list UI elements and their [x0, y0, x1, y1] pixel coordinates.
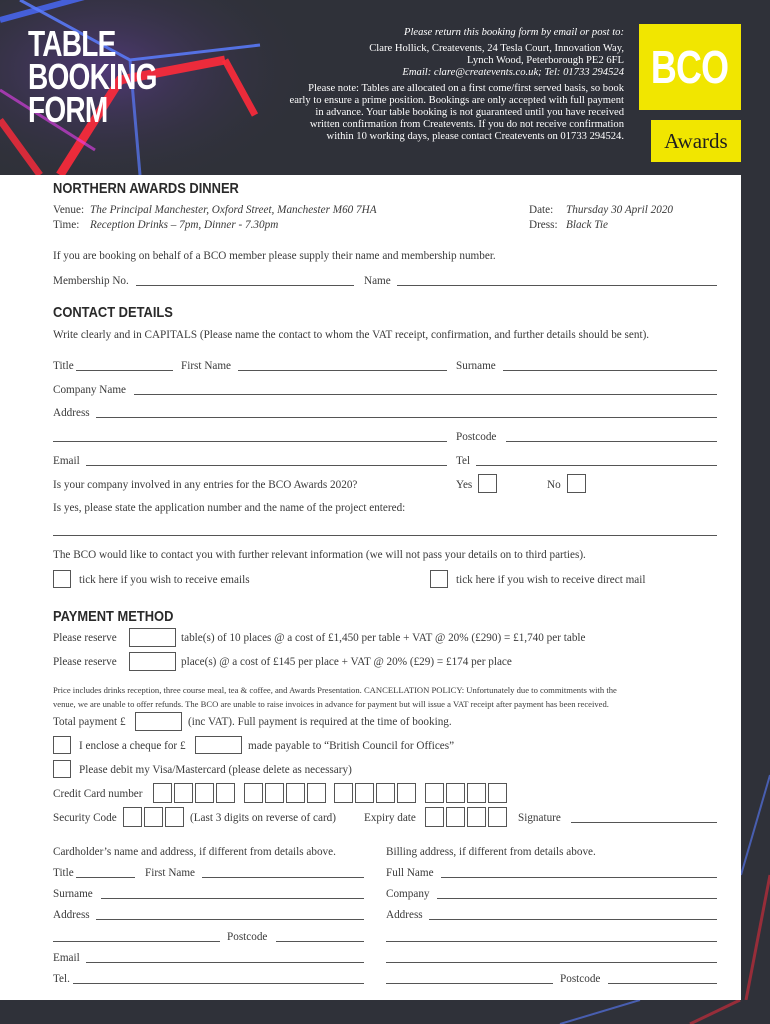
- cheque-checkbox[interactable]: [53, 736, 71, 754]
- card-digit-box[interactable]: [488, 783, 507, 803]
- billing-address-line-2-field[interactable]: [386, 941, 717, 942]
- membership-field[interactable]: [136, 285, 354, 286]
- first-name-label: First Name: [181, 360, 232, 372]
- time-label: Time:: [53, 219, 80, 231]
- total-payment-label: Total payment £: [53, 716, 126, 728]
- billing-full-name-field[interactable]: [441, 877, 717, 878]
- yes-label: Yes: [456, 479, 473, 491]
- cardholder-postcode-field[interactable]: [276, 941, 364, 942]
- payment-heading: PAYMENT METHOD: [53, 608, 174, 625]
- footer-artwork: [0, 1000, 770, 1024]
- cardholder-first-name-field[interactable]: [202, 877, 364, 878]
- reserve-places-label: Please reserve: [53, 656, 117, 668]
- expiry-digit-box[interactable]: [467, 807, 486, 827]
- places-cost-text: place(s) @ a cost of £145 per place + VAT @ 20% (£29) = £174 per place: [181, 656, 512, 668]
- cardholder-title-label: Title: [53, 867, 74, 879]
- form-title: [28, 23, 157, 130]
- event-heading: NORTHERN AWARDS DINNER: [53, 180, 239, 197]
- note-line: written confirmation from Createvents. If you do not receive confirmation: [309, 119, 624, 130]
- total-payment-suffix: (inc VAT). Full payment is required at the time of booking.: [188, 716, 452, 728]
- return-address-line: Lynch Wood, Peterborough PE2 6FL: [467, 55, 624, 66]
- date-label: Date:: [529, 204, 554, 216]
- title-label: Title: [53, 360, 74, 372]
- member-note: If you are booking on behalf of a BCO member please supply their name and membership number.: [53, 250, 496, 262]
- surname-label: Surname: [456, 360, 496, 372]
- card-digit-box[interactable]: [174, 783, 193, 803]
- member-name-label: Name: [364, 275, 391, 287]
- billing-heading: Billing address, if different from details above.: [386, 846, 596, 858]
- places-quantity-field[interactable]: [129, 652, 176, 671]
- expiry-digit-box[interactable]: [446, 807, 465, 827]
- card-digit-box[interactable]: [355, 783, 374, 803]
- expiry-digit-box[interactable]: [425, 807, 444, 827]
- card-digit-box[interactable]: [467, 783, 486, 803]
- total-payment-field[interactable]: [135, 712, 182, 731]
- return-address-line: Clare Hollick, Createvents, 24 Tesla Court, Innovation Way,: [369, 43, 624, 54]
- policy-line: Price includes drinks reception, three course meal, tea & coffee, and Awards Presentation. CANCELLATION POLICY: Unfortunately due to commitments with the: [53, 685, 617, 695]
- no-checkbox[interactable]: [567, 474, 586, 493]
- card-digit-box[interactable]: [376, 783, 395, 803]
- return-lead: Please return this booking form by email or post to:: [404, 27, 624, 38]
- cardholder-address-line-2-field[interactable]: [53, 941, 220, 942]
- security-digit-box[interactable]: [123, 807, 142, 827]
- note-line: Please note: Tables are allocated on a first come/first served basis, so book: [308, 83, 624, 94]
- venue-value: The Principal Manchester, Oxford Street, Manchester M60 7HA: [90, 204, 377, 216]
- cardholder-surname-field[interactable]: [101, 898, 364, 899]
- mail-option-label: tick here if you wish to receive direct mail: [456, 574, 646, 586]
- cardholder-address-field[interactable]: [96, 919, 364, 920]
- awards-logo: Awards: [651, 120, 741, 162]
- contact-heading: CONTACT DETAILS: [53, 304, 173, 321]
- card-number-label: Credit Card number: [53, 788, 143, 800]
- cardholder-tel-field[interactable]: [73, 983, 364, 984]
- dress-value: Black Tie: [566, 219, 608, 231]
- security-code-note: (Last 3 digits on reverse of card): [190, 812, 337, 824]
- side-artwork-strip: [741, 175, 770, 1000]
- contact-consent: The BCO would like to contact you with further relevant information (we will not pass your details on to third parties).: [53, 549, 586, 561]
- billing-postcode-label: Postcode: [560, 973, 601, 985]
- membership-label: Membership No.: [53, 275, 129, 287]
- note-line: in advance. Your table booking is not guaranteed until you have received: [315, 107, 624, 118]
- company-field[interactable]: [134, 394, 717, 395]
- cardholder-email-label: Email: [53, 952, 80, 964]
- billing-address-line-4-field[interactable]: [386, 983, 553, 984]
- card-checkbox[interactable]: [53, 760, 71, 778]
- reserve-tables-label: Please reserve: [53, 632, 117, 644]
- card-digit-box[interactable]: [286, 783, 305, 803]
- card-digit-box[interactable]: [195, 783, 214, 803]
- cheque-suffix: made payable to “British Council for Offices”: [248, 740, 455, 752]
- note-line: early to ensure a prime position. Bookings are only accepted with full payment: [289, 95, 624, 106]
- card-digit-box[interactable]: [425, 783, 444, 803]
- venue-label: Venue:: [53, 204, 85, 216]
- security-digit-box[interactable]: [144, 807, 163, 827]
- card-digit-box[interactable]: [216, 783, 235, 803]
- note-line: within 10 working days, please contact Createvents on 01733 294524.: [326, 131, 624, 142]
- billing-address-field[interactable]: [429, 919, 717, 920]
- company-label: Company Name: [53, 384, 127, 396]
- tel-label: Tel: [456, 455, 471, 467]
- cardholder-address-label: Address: [53, 909, 90, 921]
- address-field[interactable]: [96, 417, 717, 418]
- address-line-2-field[interactable]: [53, 441, 447, 442]
- card-digit-box[interactable]: [334, 783, 353, 803]
- expiry-digit-box[interactable]: [488, 807, 507, 827]
- tables-cost-text: table(s) of 10 places @ a cost of £1,450 per table + VAT @ 20% (£290) = £1,740 per table: [181, 632, 586, 644]
- bco-logo: BCO: [639, 24, 741, 110]
- card-digit-box[interactable]: [397, 783, 416, 803]
- member-name-field[interactable]: [397, 285, 717, 286]
- yes-checkbox[interactable]: [478, 474, 497, 493]
- entries-followup: Is yes, please state the application number and the name of the project entered:: [53, 502, 406, 514]
- time-value: Reception Drinks – 7pm, Dinner - 7.30pm: [90, 219, 279, 231]
- policy-line: venue, we are unable to offer refunds. The BCO are unable to raise invoices in advance for payment but will issue a VAT receipt after payment has been received.: [53, 699, 609, 709]
- surname-field[interactable]: [503, 370, 717, 371]
- card-digit-box[interactable]: [244, 783, 263, 803]
- title-line: TABLE: [28, 23, 116, 64]
- dress-label: Dress:: [529, 219, 558, 231]
- security-digit-box[interactable]: [165, 807, 184, 827]
- cardholder-email-field[interactable]: [86, 962, 364, 963]
- title-line: FORM: [28, 89, 108, 130]
- tables-quantity-field[interactable]: [129, 628, 176, 647]
- billing-full-name-label: Full Name: [386, 867, 434, 879]
- date-value: Thursday 30 April 2020: [566, 204, 674, 216]
- form-header: [0, 0, 770, 175]
- card-digit-box[interactable]: [265, 783, 284, 803]
- entries-detail-field[interactable]: [53, 535, 717, 536]
- mail-checkbox[interactable]: [430, 570, 448, 588]
- return-instructions: [268, 27, 624, 143]
- return-contact: Email: clare@createvents.co.uk; Tel: 01733 294524: [402, 67, 624, 78]
- cheque-label: I enclose a cheque for £: [79, 740, 186, 752]
- email-label: Email: [53, 455, 80, 467]
- contact-instructions: Write clearly and in CAPITALS (Please name the contact to whom the VAT receipt, confirmation, and further details should be sent).: [53, 329, 650, 341]
- title-line: BOOKING: [28, 56, 157, 97]
- tel-field[interactable]: [476, 465, 717, 466]
- cardholder-title-field[interactable]: [76, 877, 135, 878]
- billing-address-line-3-field[interactable]: [386, 962, 717, 963]
- cardholder-surname-label: Surname: [53, 888, 93, 900]
- no-label: No: [547, 479, 561, 491]
- address-label: Address: [53, 407, 90, 419]
- cardholder-postcode-label: Postcode: [227, 931, 268, 943]
- signature-field[interactable]: [571, 822, 717, 823]
- emails-checkbox[interactable]: [53, 570, 71, 588]
- postcode-field[interactable]: [506, 441, 717, 442]
- cardholder-tel-label: Tel.: [53, 973, 70, 985]
- cardholder-heading: Cardholder’s name and address, if different from details above.: [53, 846, 336, 858]
- security-code-label: Security Code: [53, 812, 117, 824]
- billing-company-label: Company: [386, 888, 430, 900]
- first-name-field[interactable]: [238, 370, 447, 371]
- entries-question: Is your company involved in any entries for the BCO Awards 2020?: [53, 479, 358, 491]
- cardholder-first-name-label: First Name: [145, 867, 196, 879]
- billing-company-field[interactable]: [437, 898, 717, 899]
- cheque-amount-field[interactable]: [195, 736, 242, 754]
- emails-option-label: tick here if you wish to receive emails: [79, 574, 250, 586]
- card-debit-label: Please debit my Visa/Mastercard (please delete as necessary): [79, 764, 352, 776]
- email-field[interactable]: [86, 465, 447, 466]
- billing-address-label: Address: [386, 909, 423, 921]
- billing-postcode-field[interactable]: [608, 983, 717, 984]
- card-digit-box[interactable]: [153, 783, 172, 803]
- card-digit-box[interactable]: [446, 783, 465, 803]
- card-digit-box[interactable]: [307, 783, 326, 803]
- postcode-label: Postcode: [456, 431, 497, 443]
- title-field[interactable]: [76, 370, 173, 371]
- signature-label: Signature: [518, 812, 561, 824]
- expiry-label: Expiry date: [364, 812, 416, 824]
